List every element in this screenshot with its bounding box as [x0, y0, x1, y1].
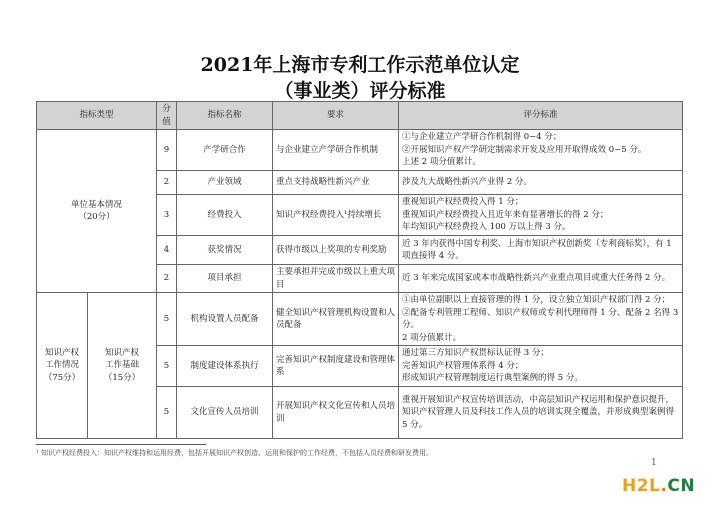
row-name: 获奖情况 — [177, 236, 273, 265]
row-requirement: 获得市级以上奖项的专利奖励 — [273, 236, 399, 265]
logo-text-cn: CN — [667, 476, 696, 496]
row-requirement: 主要承担并完成市级以上重大项目 — [273, 265, 399, 293]
row-criteria: 重视开展知识产权宣传培训活动，中高层知识产权运用和保护意识提升，知识产权管理人员及科技工作人员的培训实现全覆盖，并形成典型案例得 5 分。 — [399, 387, 683, 439]
row-criteria: ①与企业建立产学研合作机制得 0~4 分； ②开展知识产权产学研定制需求开发及应用开取得成效 0~5 分。 上述 2 项分值累计。 — [399, 130, 683, 171]
row-criteria: 涉及九大战略性新兴产业得 2 分。 — [399, 171, 683, 195]
page-number: 1 — [651, 458, 657, 468]
footnote: ¹ 知识产权经费投入：知识产权维持和运用经费，包括开展知识产权创造、运用和保护的工作经费，不包括人员经费和研发费用。 — [36, 449, 434, 457]
logo-text-h2l: H2L — [622, 476, 661, 496]
row-requirement: 与企业建立产学研合作机制 — [273, 130, 399, 171]
row-name: 机构设置人员配备 — [177, 293, 273, 346]
row-score: 5 — [157, 346, 177, 387]
header-requirement: 要求 — [273, 102, 399, 130]
row-name: 项目承担 — [177, 265, 273, 293]
logo-dot: . — [660, 476, 668, 496]
row-score: 9 — [157, 130, 177, 171]
row-name: 制度建设体系执行 — [177, 346, 273, 387]
header-category: 指标类型 — [37, 102, 157, 130]
page-subtitle: （事业类）评分标准 — [274, 80, 446, 102]
footnote-divider — [36, 444, 206, 445]
row-requirement: 完善知识产权制度建设和管理体系 — [273, 346, 399, 387]
row-criteria: 近 3 年内获得中国专利奖、上海市知识产权创新奖（专利商标奖），有 1 项直接得 4 分。 — [399, 236, 683, 265]
table-row — [37, 130, 683, 171]
row-requirement: 开展知识产权文化宣传和人员培训 — [273, 387, 399, 439]
header-name: 指标名称 — [177, 102, 273, 130]
group-basic-info: 单位基本情况 （20分） — [37, 130, 157, 293]
row-criteria: 重视知识产权经费投入得 1 分； 重视知识产权经费投入且近年来有显著增长的得 2 分； 年均知识产权经费投入 100 万以上得 3 分。 — [399, 195, 683, 236]
row-criteria: 近 3 年来完成国家或本市战略性新兴产业重点项目或重大任务得 2 分。 — [399, 265, 683, 293]
row-score: 5 — [157, 387, 177, 439]
site-logo — [622, 476, 695, 496]
row-name: 产业领域 — [177, 171, 273, 195]
row-requirement: 重点支持战略性新兴产业 — [273, 171, 399, 195]
header-criteria: 评分标准 — [399, 102, 683, 130]
row-score: 2 — [157, 265, 177, 293]
row-requirement: 知识产权经费投入¹持续增长 — [273, 195, 399, 236]
row-criteria: ①由单位副职以上直接管理的得 1 分，设立独立知识产权部门得 2 分； ②配备专利管理工程师、知识产权师或专利代理师得 1 分、配备 2 名得 3 分。 2 项分值累计。 — [399, 293, 683, 346]
row-requirement: 健全知识产权管理机构设置和人员配备 — [273, 293, 399, 346]
row-name: 文化宣传人员培训 — [177, 387, 273, 439]
row-score: 5 — [157, 293, 177, 346]
header-score: 分 值 — [157, 102, 177, 130]
row-name: 经费投入 — [177, 195, 273, 236]
table-row — [37, 293, 683, 346]
scoring-table — [36, 101, 683, 439]
page-title: 2021年上海市专利工作示范单位认定 — [200, 54, 520, 76]
group-ip-work: 知识产权 工作情况 （75分） — [37, 293, 88, 439]
table-header-row — [37, 102, 683, 130]
row-score: 4 — [157, 236, 177, 265]
row-score: 2 — [157, 171, 177, 195]
row-criteria: 通过第三方知识产权贯标认证得 3 分； 完善知识产权管理体系得 4 分； 形成知识产权管理制度运行典型案例的得 5 分。 — [399, 346, 683, 387]
row-name: 产学研合作 — [177, 130, 273, 171]
row-score: 3 — [157, 195, 177, 236]
subgroup-ip-foundation: 知识产权 工作基础 （15分） — [88, 293, 157, 439]
